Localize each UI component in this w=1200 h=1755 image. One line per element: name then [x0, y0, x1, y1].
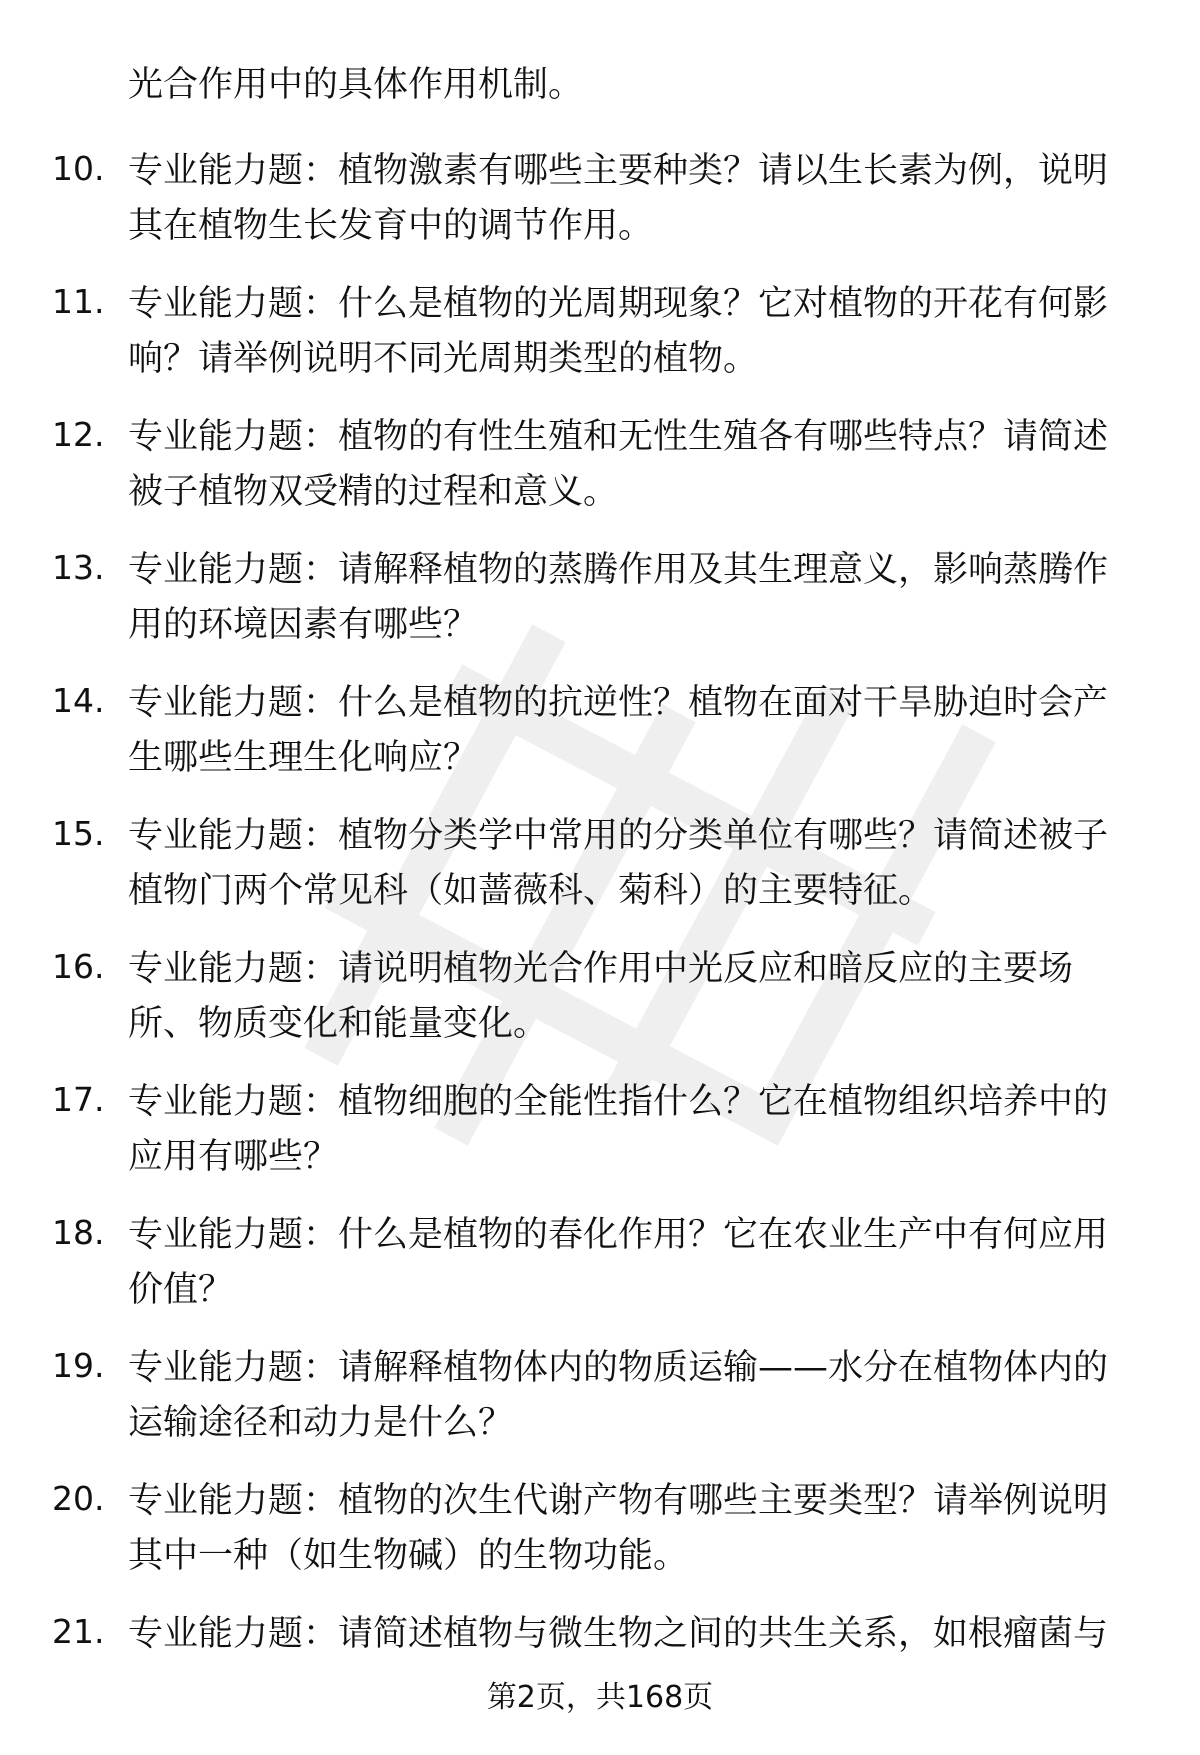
- question-number: 15.: [52, 814, 105, 853]
- question-text: [128, 1075, 1148, 1185]
- question-line: 应用有哪些？: [128, 1137, 339, 1177]
- question-line: 专业能力题：植物的次生代谢产物有哪些主要类型？请举例说明: [128, 1481, 1109, 1521]
- question-number: 17.: [52, 1080, 105, 1119]
- question-text: [128, 543, 1148, 653]
- question-line: 专业能力题：什么是植物的抗逆性？植物在面对干旱胁迫时会产: [128, 683, 1109, 723]
- question-line: 被子植物双受精的过程和意义。: [128, 472, 619, 512]
- question-text: [128, 144, 1148, 254]
- question-number: 16.: [52, 947, 105, 986]
- question-line: 生哪些生理生化响应？: [128, 738, 479, 778]
- question-number: 11.: [52, 282, 105, 321]
- question-text: [128, 1607, 1148, 1662]
- question-number: 21.: [52, 1612, 105, 1651]
- question-text: [128, 942, 1148, 1052]
- question-number: 14.: [52, 681, 105, 720]
- question-text: [128, 410, 1148, 520]
- question-item: [0, 539, 1200, 672]
- question-line: 用的环境因素有哪些？: [128, 605, 479, 645]
- question-line: 专业能力题：植物细胞的全能性指什么？它在植物组织培养中的: [128, 1082, 1109, 1122]
- question-number: 12.: [52, 415, 105, 454]
- question-item: [0, 1470, 1200, 1603]
- page-footer: 第2页，共168页: [486, 1680, 714, 1715]
- question-item: [0, 1204, 1200, 1337]
- question-item: [0, 672, 1200, 805]
- question-line: 其中一种（如生物碱）的生物功能。: [128, 1536, 689, 1576]
- question-line: 响？请举例说明不同光周期类型的植物。: [128, 339, 759, 379]
- question-line: 专业能力题：植物的有性生殖和无性生殖各有哪些特点？请简述: [128, 417, 1109, 457]
- question-line: 专业能力题：植物分类学中常用的分类单位有哪些？请简述被子: [128, 816, 1109, 856]
- continued-question-text: 光合作用中的具体作用机制。: [128, 65, 584, 105]
- question-text: [128, 809, 1148, 919]
- question-line: 专业能力题：请解释植物的蒸腾作用及其生理意义，影响蒸腾作: [128, 550, 1109, 590]
- question-number: 10.: [52, 149, 105, 188]
- question-item: [0, 406, 1200, 539]
- question-list: [0, 140, 1200, 1736]
- question-item: [0, 938, 1200, 1071]
- question-line: 专业能力题：植物激素有哪些主要种类？请以生长素为例，说明: [128, 151, 1109, 191]
- question-line: 所、物质变化和能量变化。: [128, 1004, 549, 1044]
- question-number: 13.: [52, 548, 105, 587]
- question-line: 其在植物生长发育中的调节作用。: [128, 206, 654, 246]
- question-text: [128, 1474, 1148, 1584]
- question-item: [0, 1337, 1200, 1470]
- question-item: [0, 273, 1200, 406]
- question-text: [128, 1208, 1148, 1318]
- question-number: 18.: [52, 1213, 105, 1252]
- question-item: [0, 140, 1200, 273]
- question-text: [128, 1341, 1148, 1451]
- question-line: 专业能力题：请说明植物光合作用中光反应和暗反应的主要场: [128, 949, 1074, 989]
- question-number: 20.: [52, 1479, 105, 1518]
- question-line: 运输途径和动力是什么？: [128, 1403, 514, 1443]
- question-item: [0, 805, 1200, 938]
- question-line: 植物门两个常见科（如蔷薇科、菊科）的主要特征。: [128, 871, 934, 911]
- question-line: 专业能力题：请解释植物体内的物质运输——水分在植物体内的: [128, 1348, 1109, 1388]
- question-line: 专业能力题：什么是植物的春化作用？它在农业生产中有何应用: [128, 1215, 1109, 1255]
- question-text: [128, 277, 1148, 387]
- question-line: 专业能力题：请简述植物与微生物之间的共生关系，如根瘤菌与: [128, 1614, 1109, 1654]
- question-number: 19.: [52, 1346, 105, 1385]
- question-item: [0, 1071, 1200, 1204]
- question-line: 专业能力题：什么是植物的光周期现象？它对植物的开花有何影: [128, 284, 1109, 324]
- question-line: 价值？: [128, 1270, 234, 1310]
- question-text: [128, 676, 1148, 786]
